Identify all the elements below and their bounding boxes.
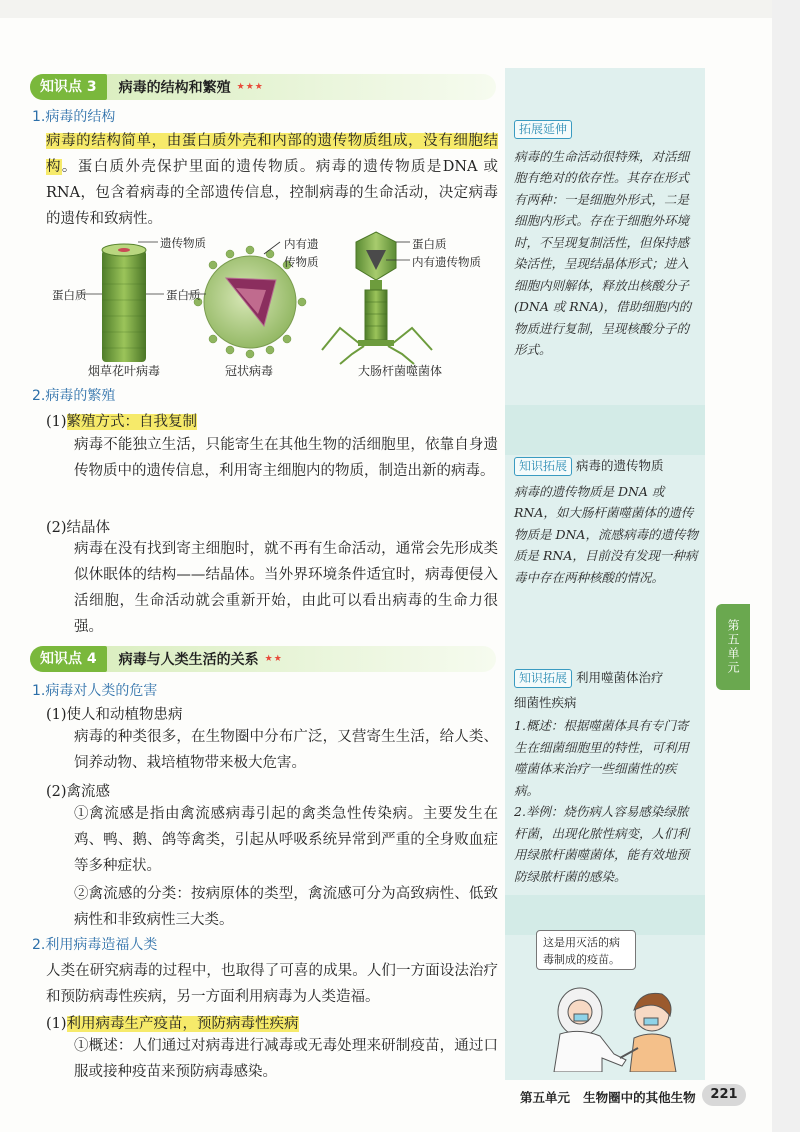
- footer-unit: 第五单元: [520, 1090, 571, 1105]
- reproduction-paragraph: 病毒不能独立生活，只能寄生在其他生物的活细胞里，依靠自身遗传物质中的遗传信息，利用寄主细胞内的物质，制造出新的病毒。: [74, 437, 498, 479]
- harm-paragraph: 病毒的种类很多，在生物圈中分布广泛，又营寄生生活，给人类、饲养动物、栽培植物带来极大危害。: [74, 729, 498, 771]
- genetic-text: 病毒的遗传物质是 DNA 或RNA，如大肠杆菌噬菌体的遗传物质是 DNA，流感病毒的遗传物质是 RNA，目前没有发现一种病毒中存在两种核酸的情况。: [514, 483, 698, 585]
- kp3-tag: 知识点 3: [30, 74, 107, 100]
- phage-caption: 大肠杆菌噬菌体: [358, 364, 443, 378]
- structure-paragraph: [46, 128, 498, 232]
- box-title: 利用噬菌体治疗: [576, 670, 664, 685]
- knowledge-tag: 知识拓展: [514, 457, 572, 476]
- phage-protein-label: 蛋白质: [412, 237, 447, 251]
- tmv-protein-label: 蛋白质: [52, 288, 87, 302]
- tmv-genetic-label: 遗传物质: [160, 236, 206, 250]
- item-title: [46, 1012, 299, 1033]
- bird-flu-paragraph-2: ②禽流感的分类：按病原体的类型，禽流感可分为高致病性、低致病性和非致病性三大类。: [74, 886, 498, 928]
- section-heading: 2.病毒的繁殖: [32, 388, 116, 404]
- item-number: (1): [46, 1016, 67, 1032]
- corona-caption: 冠状病毒: [225, 364, 274, 378]
- extension-text: 病毒的生命活动很特殊，对活细胞有绝对的依存性。其存在形式有两种：一是细胞外形式，二是细胞内形式。存在于细胞外环境时，不呈现复制活性，但保持感染活性，呈现结晶体形式；进入细胞内则解体，释放出核酸分子(DNA 或 RNA)，借助细胞内的物质进行复制，呈现核酸分子的形式。: [514, 148, 692, 357]
- page-number: 221: [702, 1084, 746, 1106]
- section-heading: 2.利用病毒造福人类: [32, 937, 158, 953]
- tmv-caption: 烟草花叶病毒: [88, 364, 161, 378]
- kp4-header: [30, 646, 496, 672]
- vaccination-illustration: [540, 972, 690, 1072]
- section-heading: 1.病毒对人类的危害: [32, 683, 158, 699]
- item-title: (2)禽流感: [46, 784, 111, 800]
- corona-genetic-label-1: 内有遗: [284, 237, 319, 251]
- section-heading: 1.病毒的结构: [32, 109, 116, 125]
- body-text: 。蛋白质外壳保护里面的遗传物质。病毒的遗传物质是DNA 或 RNA，包含着病毒的全部遗传信息，控制病毒的生命活动，决定病毒的遗传和致病性。: [46, 159, 498, 227]
- sidebar-band: [505, 405, 705, 455]
- phage-therapy-p1: 1.概述：根据噬菌体具有专门寄生在细菌细胞里的特性，可利用噬菌体来治疗一些细菌性的疾病。: [514, 718, 690, 798]
- page-edge: [772, 0, 800, 1132]
- sidebar-box-genetic: [514, 455, 700, 588]
- benefit-paragraph: 人类在研究病毒的过程中，也取得了可喜的成果。人们一方面设法治疗和预防病毒性疾病，另一方面利用病毒为人类造福。: [46, 963, 498, 1005]
- item-number: (1): [46, 414, 67, 430]
- unit-tab: 第五单元: [716, 604, 750, 690]
- highlight-text: 繁殖方式：自我复制: [66, 414, 198, 430]
- kp4-title: 病毒与人类生活的关系: [118, 652, 259, 668]
- vaccine-paragraph: ①概述：人们通过对病毒进行减毒或无毒处理来研制疫苗，通过口服或接种疫苗来预防病毒感染。: [74, 1038, 498, 1080]
- tmv-illustration: [80, 242, 164, 362]
- kp3-title: 病毒的结构和繁殖: [118, 80, 231, 96]
- footer-title: 生物圈中的其他生物: [583, 1090, 696, 1105]
- box-title: 病毒的遗传物质: [576, 458, 664, 473]
- knowledge-tag: 知识拓展: [514, 669, 572, 688]
- kp3-stars: ★★★: [236, 82, 264, 92]
- crystal-paragraph: 病毒在没有找到寄主细胞时，就不再有生命活动，通常会先形成类似休眠体的结构——结晶体。当外界环境条件适宜时，病毒便侵入活细胞，生命活动就会重新开始，由此可以看出病毒的生命力很强。: [74, 541, 498, 635]
- item-title: (2)结晶体: [46, 520, 111, 536]
- extension-tag: 拓展延伸: [514, 120, 572, 139]
- highlight-text: 利用病毒生产疫苗，预防病毒性疾病: [66, 1016, 299, 1032]
- kp4-stars: ★★: [264, 654, 283, 664]
- sidebar-band: [505, 895, 705, 935]
- box-title-cont: 细菌性疾病: [514, 694, 577, 710]
- kp4-tag: 知识点 4: [30, 646, 107, 672]
- corona-protein-label: 蛋白质: [166, 288, 201, 302]
- top-margin: [0, 0, 772, 18]
- corona-genetic-label-2: 传物质: [284, 255, 319, 269]
- highlight-text: 病毒的结构简单，由蛋白质外壳和内部的遗传物质组成，没有细胞结构: [46, 133, 498, 175]
- kp3-header: [30, 74, 496, 100]
- phage-genetic-label: 内有遗传物质: [412, 255, 481, 269]
- item-title: [46, 410, 197, 431]
- phage-therapy-p2: 2.举例：烧伤病人容易感染绿脓杆菌，出现化脓性病变，人们利用绿脓杆菌噬菌体，能有效地预防绿脓杆菌的感染。: [514, 804, 690, 884]
- sidebar-box-phage-therapy: [514, 667, 700, 887]
- bird-flu-paragraph-1: ①禽流感是指由禽流感病毒引起的禽类急性传染病。主要发生在鸡、鸭、鹅、鸽等禽类，引起从呼吸系统异常到严重的全身败血症等多种症状。: [74, 806, 498, 874]
- page-footer: [520, 1088, 696, 1106]
- item-title: (1)使人和动植物患病: [46, 707, 183, 723]
- speech-bubble: 这是用灭活的病毒制成的疫苗。: [536, 930, 636, 970]
- sidebar-box-extension: [514, 118, 700, 361]
